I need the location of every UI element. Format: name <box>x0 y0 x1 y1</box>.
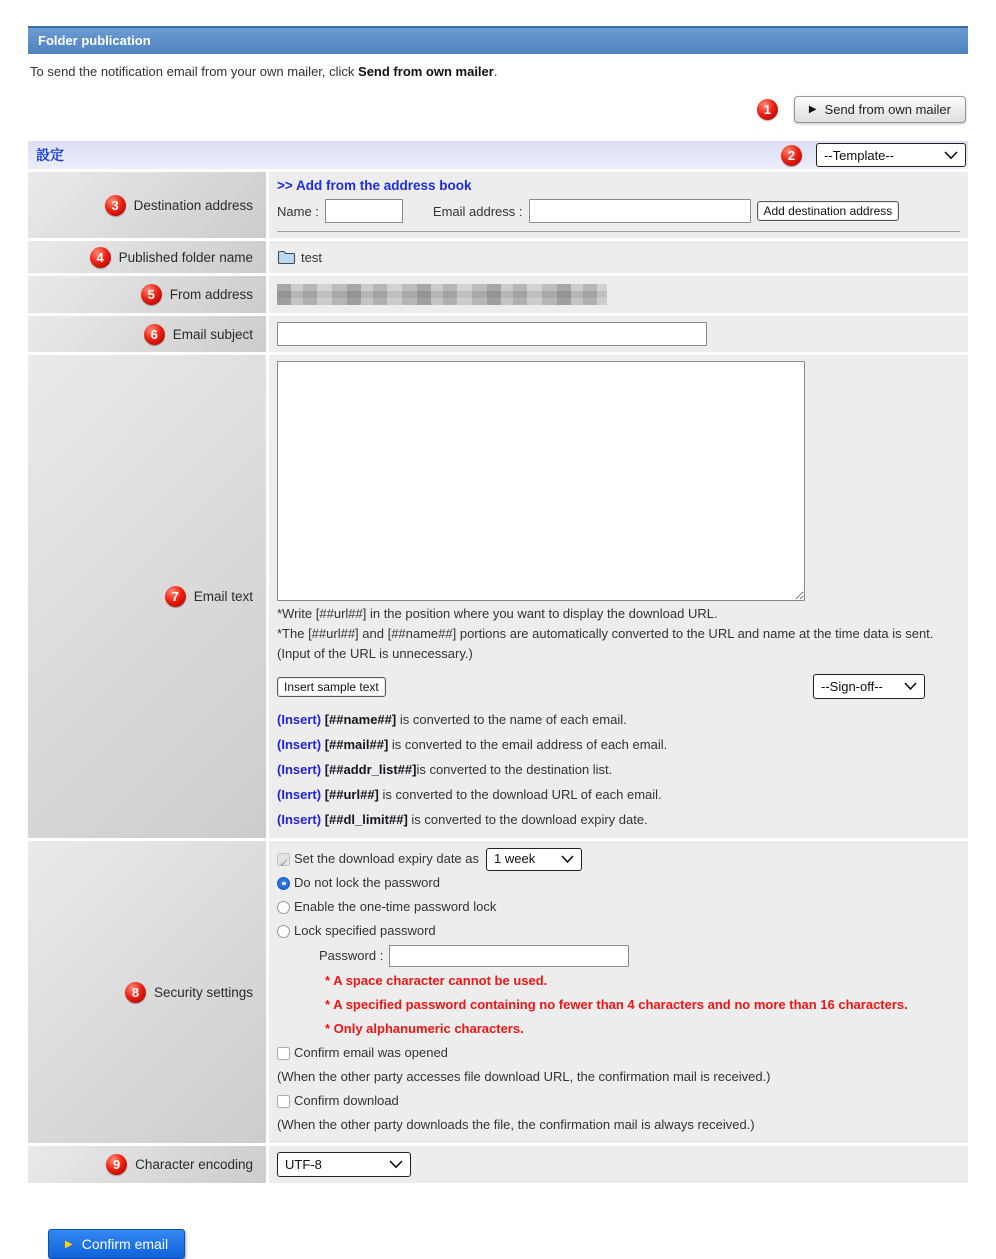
radio-line-no-lock[interactable]: Do not lock the password <box>277 871 960 895</box>
insert-url-link[interactable]: (Insert) <box>277 787 322 802</box>
marker-3: 3 <box>105 195 126 216</box>
email-subject-field-cell <box>269 316 968 352</box>
password-note-3: * Only alphanumeric characters. <box>325 1021 524 1036</box>
insert-line: (Insert) [##name##] is converted to the name of each email. <box>277 712 627 727</box>
marker-2: 2 <box>781 145 802 166</box>
encoding-select[interactable]: UTF-8 <box>277 1152 411 1177</box>
play-icon: ▶ <box>65 1238 73 1250</box>
folder-name: test <box>301 249 322 265</box>
insert-line: (Insert) [##addr_list##]is converted to the destination list. <box>277 762 613 777</box>
from-address-field-cell <box>269 276 968 313</box>
password-label: Password : <box>319 948 384 963</box>
insert-name-link[interactable]: (Insert) <box>277 712 322 727</box>
form-table <box>28 172 968 1183</box>
chevron-down-icon <box>904 682 917 691</box>
email-address-input[interactable] <box>529 199 751 223</box>
marker-8: 8 <box>125 982 146 1003</box>
password-note-1: * A space character cannot be used. <box>325 973 548 988</box>
email-text-toolline <box>277 674 925 699</box>
chevron-down-icon <box>561 855 574 864</box>
send-from-own-mailer-button[interactable]: ▶ Send from own mailer <box>794 96 966 123</box>
confirm-opened-line[interactable]: Confirm email was opened <box>277 1041 960 1065</box>
from-address-redacted <box>277 284 607 305</box>
published-folder-label-cell: 4 Published folder name <box>28 241 266 273</box>
email-text-textarea[interactable] <box>277 361 805 601</box>
chevron-down-icon <box>389 1160 403 1169</box>
insert-mail-link[interactable]: (Insert) <box>277 737 322 752</box>
confirm-opened-checkbox[interactable] <box>277 1047 290 1060</box>
one-time-lock-radio[interactable] <box>277 901 290 914</box>
marker-4: 4 <box>90 247 111 268</box>
radio-line-specified[interactable]: Lock specified password <box>277 919 960 943</box>
marker-6: 6 <box>144 324 165 345</box>
marker-1: 1 <box>757 99 778 120</box>
instruction-text: To send the notification email from your own mailer, click Send from own mailer. <box>30 64 498 79</box>
insert-line: (Insert) [##url##] is converted to the download URL of each email. <box>277 787 662 802</box>
insert-dl-limit-link[interactable]: (Insert) <box>277 812 322 827</box>
destination-inputs-line <box>277 199 960 232</box>
add-destination-address-button[interactable]: Add destination address <box>757 201 900 221</box>
row-destination-address <box>28 172 968 238</box>
settings-title: 設定 <box>36 147 64 163</box>
signoff-select[interactable]: --Sign-off-- <box>813 674 925 699</box>
password-input[interactable] <box>389 945 629 967</box>
row-email-text <box>28 355 968 838</box>
insert-line: (Insert) [##mail##] is converted to the email address of each email. <box>277 737 668 752</box>
confirm-area <box>48 1229 968 1259</box>
specified-lock-radio[interactable] <box>277 925 290 938</box>
destination-address-field-cell <box>269 172 968 238</box>
expiry-select[interactable]: 1 week <box>486 848 582 871</box>
confirm-opened-note: (When the other party accesses file download URL, the confirmation mail is received.) <box>277 1069 771 1084</box>
insert-line: (Insert) [##dl_limit##] is converted to the download expiry date. <box>277 812 648 827</box>
email-subject-label-cell: 6 Email subject <box>28 316 266 352</box>
confirm-download-note: (When the other party downloads the file, the confirmation mail is always received.) <box>277 1117 755 1132</box>
security-settings-field-cell <box>269 841 968 1143</box>
settings-bar <box>28 141 968 169</box>
email-address-label: Email address : <box>432 203 523 219</box>
row-published-folder <box>28 241 968 273</box>
insert-addr-list-link[interactable]: (Insert) <box>277 762 322 777</box>
confirm-download-checkbox[interactable] <box>277 1095 290 1108</box>
marker-5: 5 <box>141 284 162 305</box>
email-text-note-3: (Input of the URL is unnecessary.) <box>277 646 473 661</box>
password-note-2: * A specified password containing no fewer than 4 characters and no more than 16 characters. <box>325 997 908 1012</box>
character-encoding-field-cell <box>269 1146 968 1183</box>
row-email-subject <box>28 316 968 352</box>
play-icon: ▶ <box>808 103 817 115</box>
chevron-down-icon <box>944 151 958 160</box>
row-security-settings <box>28 841 968 1143</box>
marker-7: 7 <box>165 586 186 607</box>
destination-address-label-cell: 3 Destination address <box>28 172 266 238</box>
send-mailer-row <box>28 93 966 125</box>
expiry-line: ✓ Set the download expiry date as 1 week <box>277 847 960 871</box>
radio-line-one-time[interactable]: Enable the one-time password lock <box>277 895 960 919</box>
character-encoding-label-cell: 9 Character encoding <box>28 1146 266 1183</box>
row-from-address <box>28 276 968 313</box>
row-character-encoding <box>28 1146 968 1183</box>
template-select[interactable]: --Template-- <box>816 143 966 167</box>
address-book-link[interactable]: >> Add from the address book <box>277 178 472 193</box>
insert-sample-text-button[interactable]: Insert sample text <box>277 677 386 697</box>
folder-icon <box>277 249 297 265</box>
password-line <box>319 943 960 969</box>
confirm-email-button[interactable]: ▶ Confirm email <box>48 1229 185 1259</box>
confirm-download-line[interactable]: Confirm download <box>277 1089 960 1113</box>
from-address-label-cell: 5 From address <box>28 276 266 313</box>
email-text-note-2: *The [##url##] and [##name##] portions are automatically converted to the URL and name at the time data is sent. <box>277 626 934 641</box>
page-title: Folder publication <box>28 26 968 54</box>
expiry-checkbox <box>277 853 290 866</box>
security-settings-label-cell: 8 Security settings <box>28 841 266 1143</box>
email-text-label-cell: 7 Email text <box>28 355 266 838</box>
email-text-note-1: *Write [##url##] in the position where you want to display the download URL. <box>277 606 718 621</box>
name-input[interactable] <box>325 199 403 223</box>
email-subject-input[interactable] <box>277 322 707 346</box>
name-label: Name : <box>277 203 319 219</box>
no-lock-radio[interactable] <box>277 877 290 890</box>
email-text-field-cell <box>269 355 968 838</box>
published-folder-field-cell <box>269 241 968 273</box>
page-container <box>28 0 968 1259</box>
marker-9: 9 <box>106 1154 127 1175</box>
